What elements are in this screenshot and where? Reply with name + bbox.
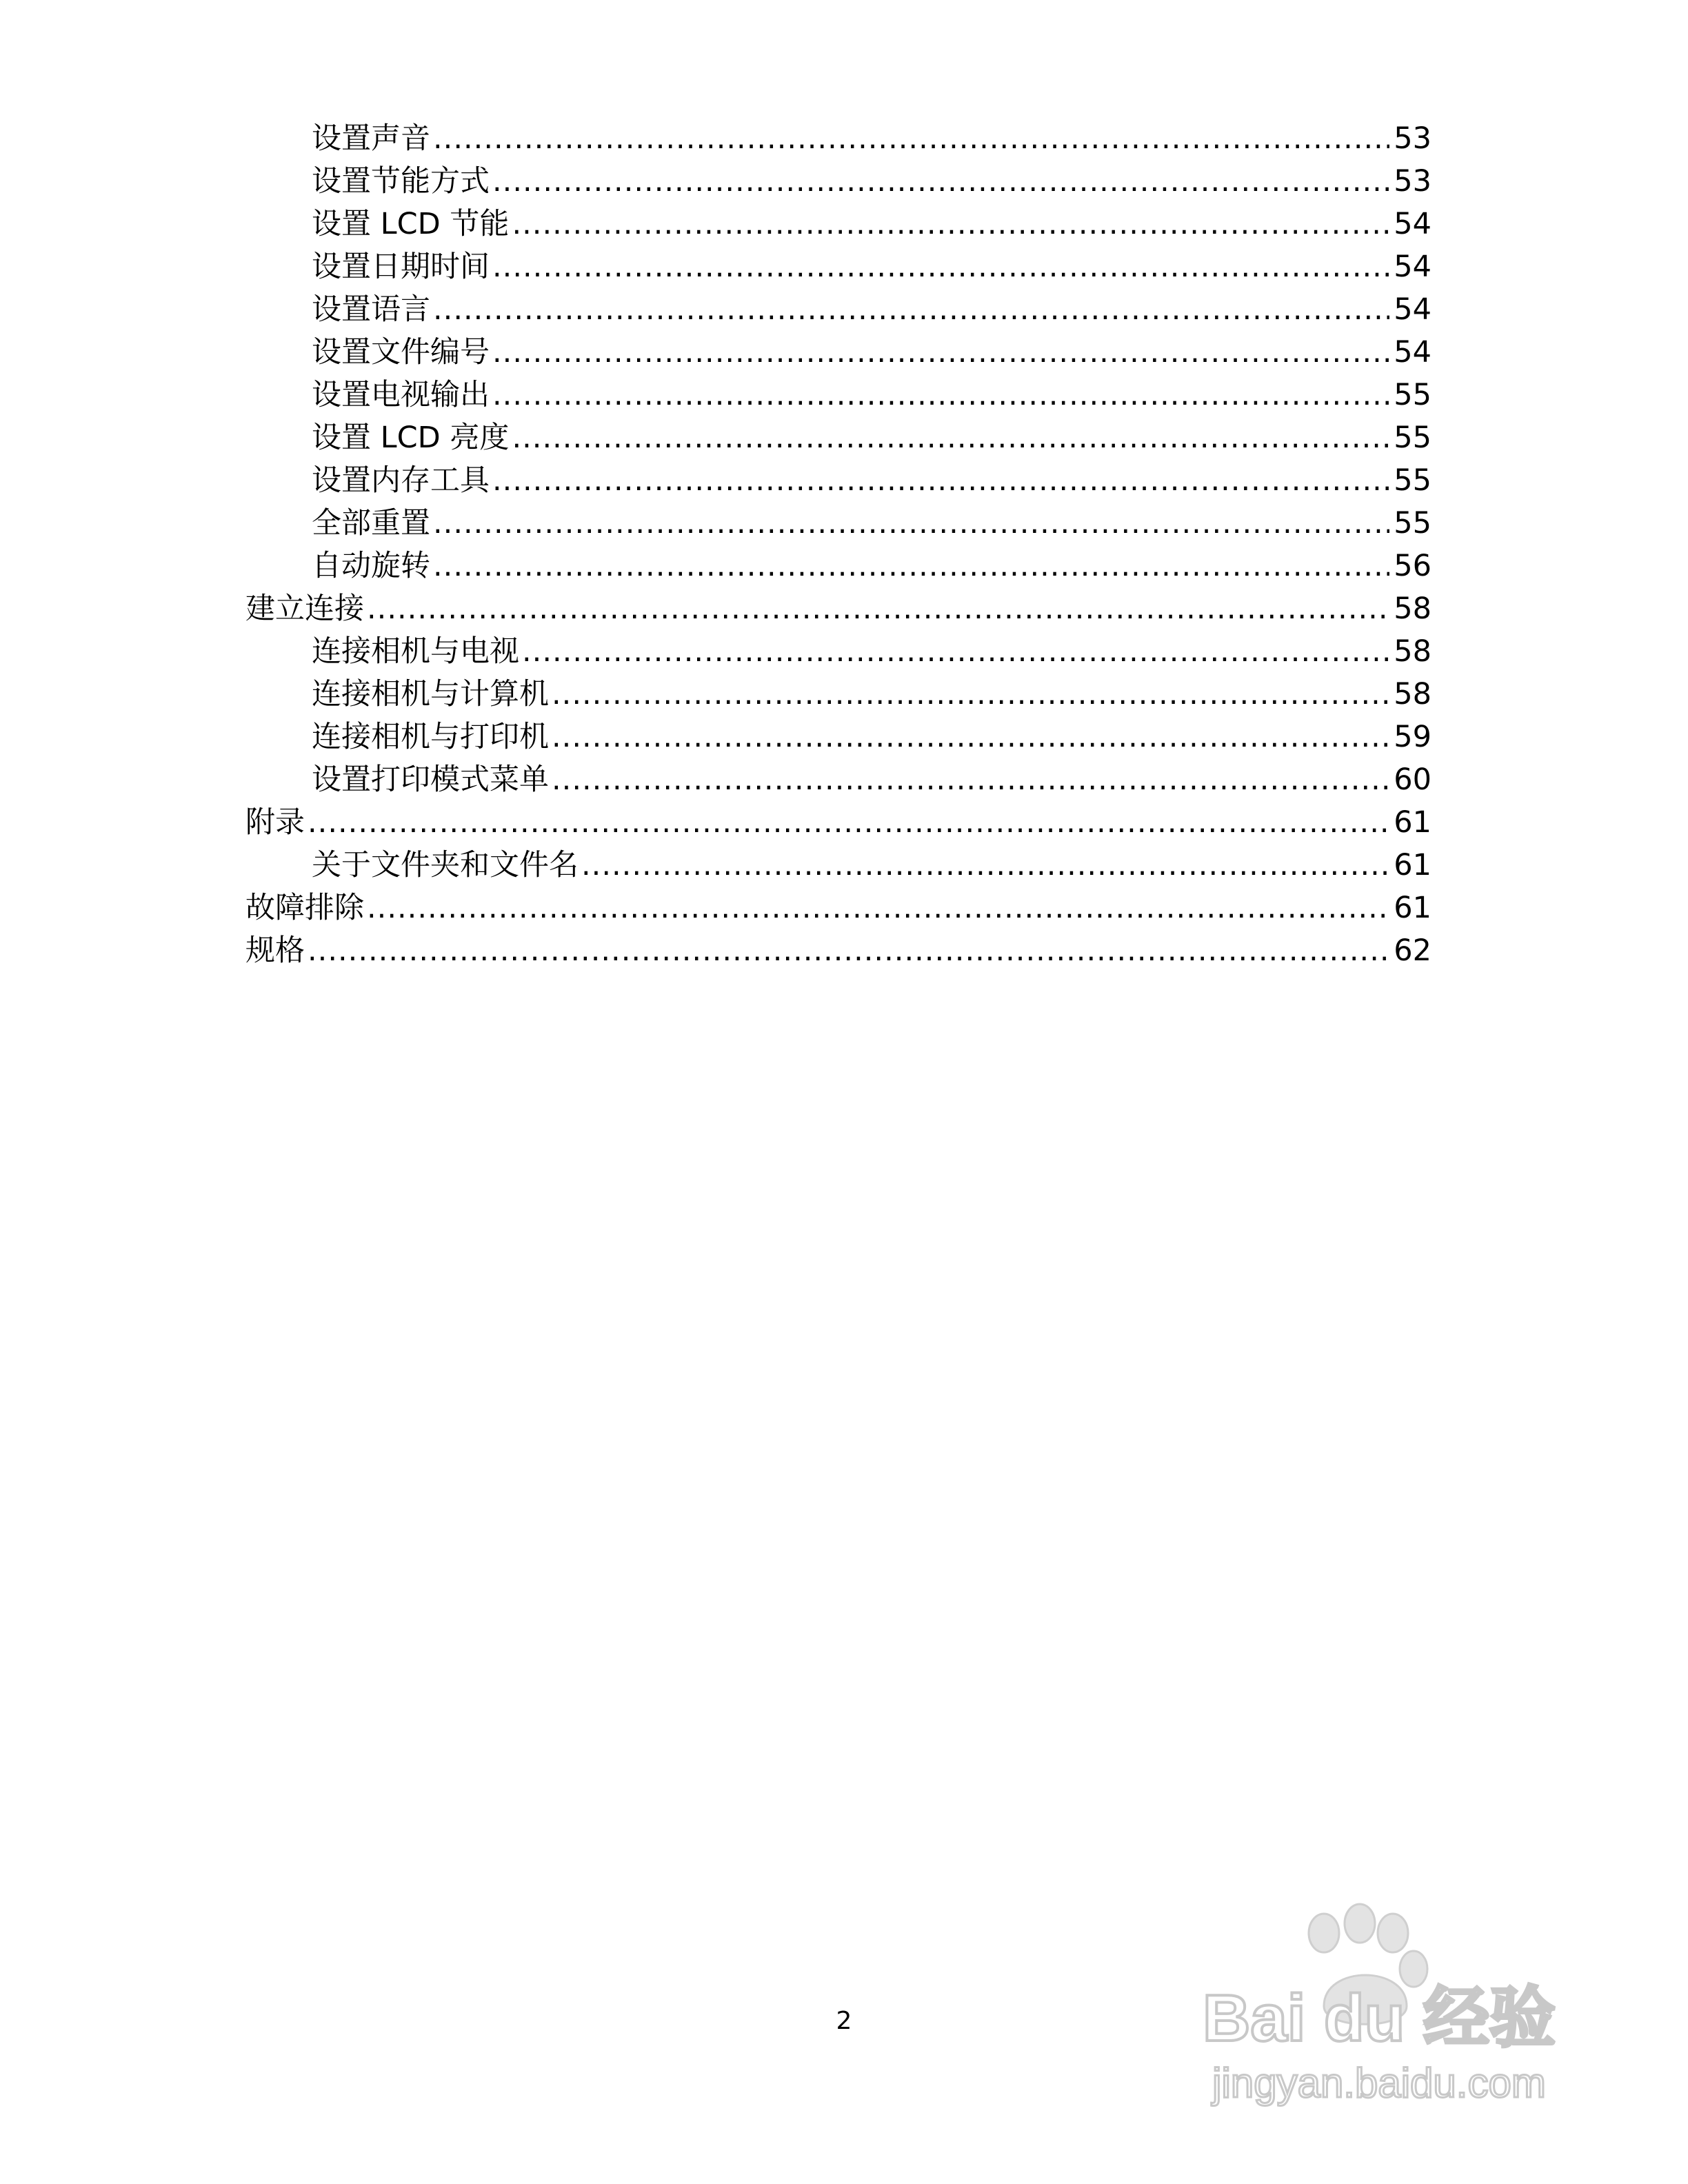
toc-entry-label: 连接相机与电视: [312, 634, 519, 669]
page-number: 2: [836, 2007, 852, 2035]
toc-entry[interactable]: [245, 630, 1431, 673]
toc-entry[interactable]: [245, 203, 1431, 245]
toc-entry-label: 规格: [245, 933, 305, 968]
toc-section-entry[interactable]: [245, 587, 1431, 630]
toc-entry[interactable]: [245, 160, 1431, 203]
toc-dot-leader: [581, 844, 1389, 887]
toc-dot-leader: [367, 887, 1389, 929]
toc-entry-page: 55: [1394, 463, 1431, 498]
toc-entry-page: 58: [1394, 677, 1431, 711]
toc-section-entry[interactable]: [245, 887, 1431, 929]
toc-dot-leader: [492, 160, 1389, 203]
toc-dot-leader: [552, 716, 1389, 758]
toc-entry[interactable]: [245, 545, 1431, 587]
toc-entry-page: 62: [1394, 933, 1431, 968]
toc-entry-label: 设置电视输出: [312, 378, 490, 412]
toc-section-entry[interactable]: [245, 929, 1431, 972]
toc-dot-leader: [512, 203, 1389, 245]
toc-entry-label: 设置内存工具: [312, 463, 490, 498]
toc-entry-page: 55: [1394, 421, 1431, 455]
toc-dot-leader: [492, 459, 1389, 502]
toc-entry[interactable]: [245, 374, 1431, 416]
toc-entry-label: 附录: [245, 805, 305, 840]
toc-entry-page: 58: [1394, 634, 1431, 669]
toc-dot-leader: [512, 416, 1389, 459]
toc-dot-leader: [492, 331, 1389, 374]
toc-entry-page: 54: [1394, 292, 1431, 327]
toc-entry-page: 54: [1394, 335, 1431, 370]
toc-entry-label: 自动旋转: [312, 549, 430, 583]
toc-section-entry[interactable]: [245, 801, 1431, 844]
toc-entry[interactable]: [245, 502, 1431, 545]
toc-entry-label: 全部重置: [312, 506, 430, 540]
toc-entry[interactable]: [245, 673, 1431, 716]
toc-entry[interactable]: [245, 331, 1431, 374]
toc-entry-page: 53: [1394, 164, 1431, 199]
toc-entry-label: 连接相机与打印机: [312, 720, 549, 754]
toc-dot-leader: [492, 374, 1389, 416]
toc-entry[interactable]: [245, 459, 1431, 502]
toc-entry-page: 61: [1394, 805, 1431, 840]
toc-entry-label: 连接相机与计算机: [312, 677, 549, 711]
toc-entry-page: 61: [1394, 891, 1431, 925]
toc-entry-label: 设置文件编号: [312, 335, 490, 370]
table-of-contents: [245, 117, 1431, 972]
toc-dot-leader: [433, 502, 1389, 545]
toc-entry[interactable]: [245, 288, 1431, 331]
toc-entry-page: 58: [1394, 592, 1431, 626]
toc-dot-leader: [308, 801, 1389, 844]
toc-entry-page: 54: [1394, 250, 1431, 284]
toc-dot-leader: [552, 758, 1389, 801]
watermark-url: jingyan.baidu.com: [1212, 2060, 1546, 2106]
toc-entry-page: 59: [1394, 720, 1431, 754]
toc-entry-label: 关于文件夹和文件名: [312, 848, 579, 882]
toc-dot-leader: [433, 288, 1389, 331]
toc-entry-label: 设置日期时间: [312, 250, 490, 284]
toc-entry[interactable]: [245, 844, 1431, 887]
toc-entry[interactable]: [245, 416, 1431, 459]
toc-dot-leader: [367, 587, 1389, 630]
toc-entry-label: 设置 LCD 节能: [312, 207, 510, 241]
toc-entry-page: 61: [1394, 848, 1431, 882]
toc-dot-leader: [492, 245, 1389, 288]
toc-entry-page: 60: [1394, 762, 1431, 797]
toc-dot-leader: [308, 929, 1389, 972]
toc-entry-label: 故障排除: [245, 891, 364, 925]
toc-entry[interactable]: [245, 245, 1431, 288]
toc-entry-label: 设置打印模式菜单: [312, 762, 549, 797]
toc-dot-leader: [522, 630, 1389, 673]
toc-dot-leader: [552, 673, 1389, 716]
toc-entry-label: 建立连接: [245, 592, 364, 626]
toc-dot-leader: [433, 545, 1389, 587]
toc-entry-label: 设置 LCD 亮度: [312, 421, 510, 455]
toc-entry[interactable]: [245, 716, 1431, 758]
toc-entry-page: 54: [1394, 207, 1431, 241]
toc-entry-page: 53: [1394, 121, 1431, 156]
toc-entry[interactable]: [245, 117, 1431, 160]
toc-dot-leader: [433, 117, 1389, 160]
toc-entry-page: 55: [1394, 506, 1431, 540]
toc-entry-label: 设置节能方式: [312, 164, 490, 199]
toc-entry[interactable]: [245, 758, 1431, 801]
toc-entry-label: 设置声音: [312, 121, 430, 156]
toc-entry-label: 设置语言: [312, 292, 430, 327]
toc-entry-page: 56: [1394, 549, 1431, 583]
baidu-jingyan-watermark: [1186, 1903, 1572, 2110]
watermark-brand: Bai du 经验: [1202, 1981, 1556, 2055]
toc-entry-page: 55: [1394, 378, 1431, 412]
